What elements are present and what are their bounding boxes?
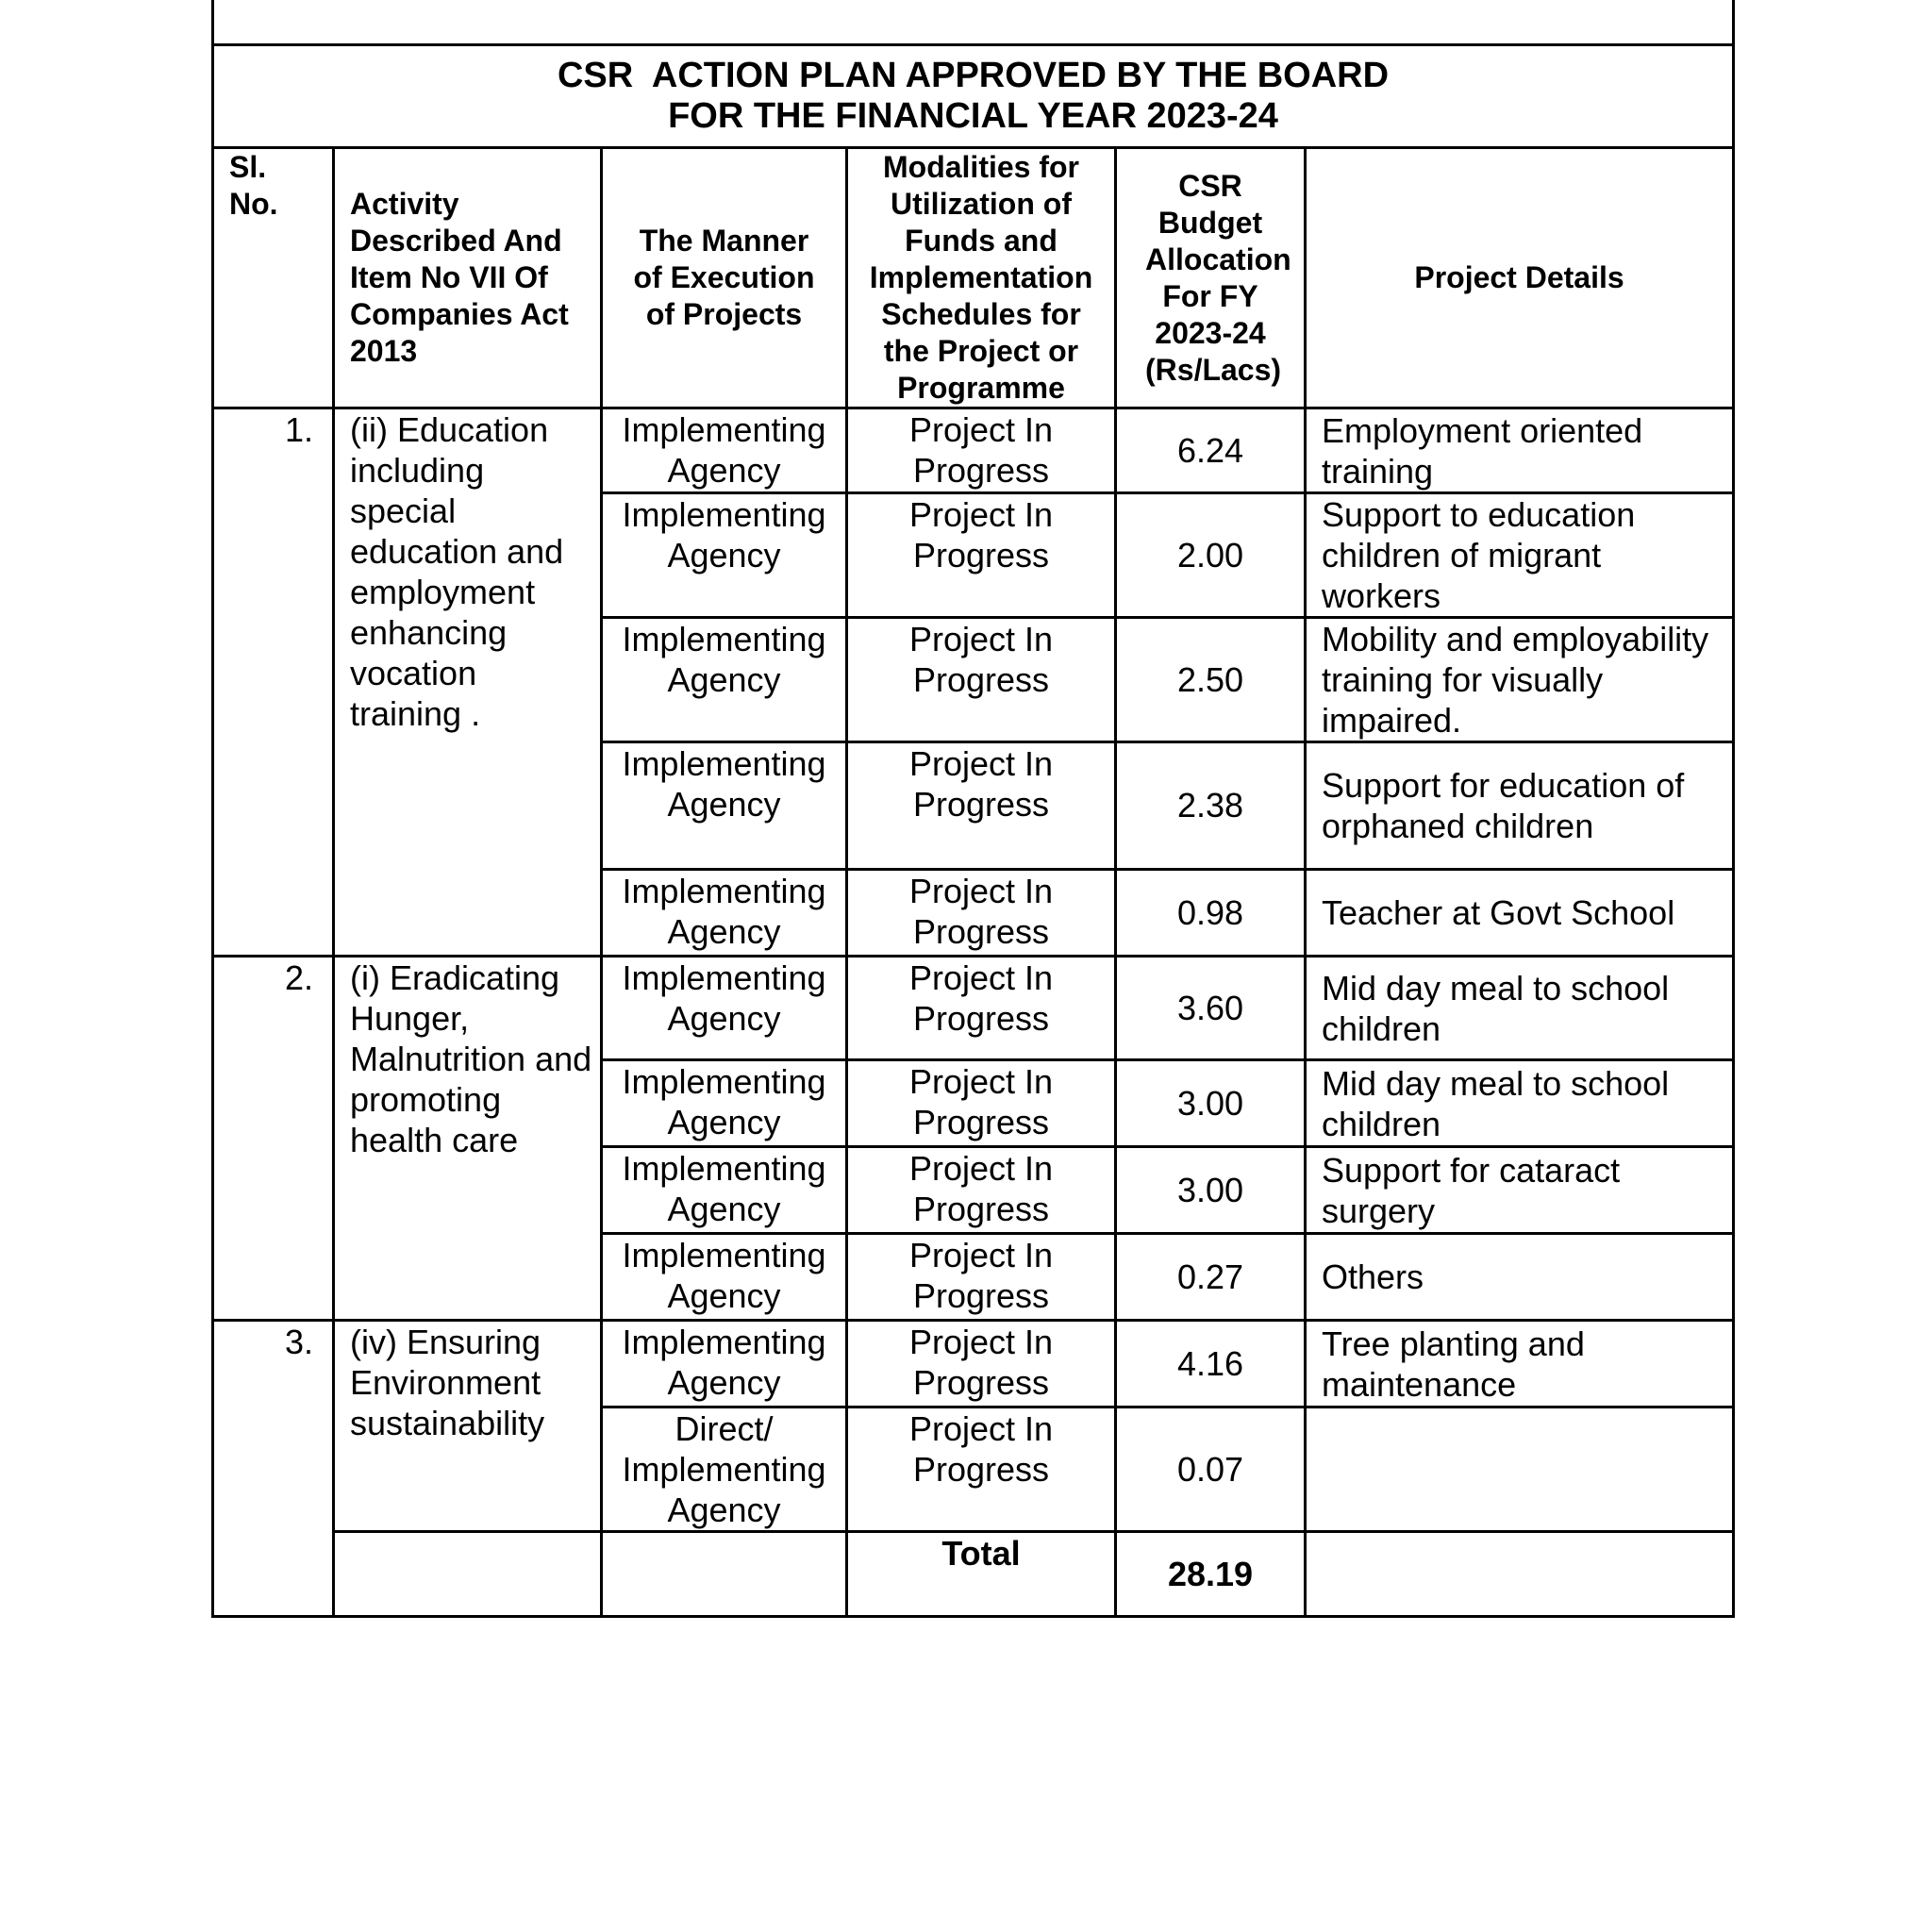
execution-manner-cell: Implementing Agency: [602, 957, 847, 1060]
total-label: Total: [847, 1532, 1116, 1617]
total-row: [213, 1532, 1734, 1617]
total-empty-manner: [602, 1532, 847, 1617]
modality-cell: Project In Progress: [847, 1147, 1116, 1234]
project-details-cell: Employment oriented training: [1306, 408, 1734, 493]
budget-cell: 0.07: [1116, 1407, 1306, 1532]
serial-number-cell: 1.: [213, 408, 334, 957]
execution-manner-cell: Implementing Agency: [602, 742, 847, 870]
blank-top-row: [213, 0, 1734, 45]
total-empty-sl: [213, 1532, 334, 1617]
execution-manner-cell: Implementing Agency: [602, 1321, 847, 1407]
project-details-cell: Support to education children of migrant workers: [1306, 493, 1734, 618]
project-details-cell: Mid day meal to school children: [1306, 1060, 1734, 1147]
activity-cell: (i) Eradicating Hunger, Malnutrition and promoting health care: [334, 957, 602, 1321]
csr-action-plan-document: [211, 0, 1732, 1618]
header-manner: The Manner of Execution of Projects: [602, 148, 847, 408]
activity-cell: (iv) Ensuring Environment sustainability: [334, 1321, 602, 1532]
execution-manner-cell: Implementing Agency: [602, 1147, 847, 1234]
budget-cell: 6.24: [1116, 408, 1306, 493]
csr-action-plan-table: [211, 0, 1735, 1618]
modality-cell: Project In Progress: [847, 742, 1116, 870]
table-row: [213, 1321, 1734, 1407]
budget-cell: 2.38: [1116, 742, 1306, 870]
modality-cell: Project In Progress: [847, 493, 1116, 618]
execution-manner-cell: Implementing Agency: [602, 1060, 847, 1147]
project-details-cell: Mid day meal to school children: [1306, 957, 1734, 1060]
title-line-1: CSR ACTION PLAN APPROVED BY THE BOARD: [557, 56, 1390, 95]
budget-cell: 3.00: [1116, 1147, 1306, 1234]
modality-cell: Project In Progress: [847, 408, 1116, 493]
project-details-cell: Mobility and employability training for visually impaired.: [1306, 618, 1734, 742]
modality-cell: Project In Progress: [847, 1321, 1116, 1407]
header-modalities: Modalities for Utilization of Funds and Implementation Schedules for the Project or Programme: [847, 148, 1116, 408]
table-row: [213, 408, 1734, 493]
execution-manner-cell: Implementing Agency: [602, 870, 847, 957]
modality-cell: Project In Progress: [847, 1060, 1116, 1147]
header-sl-no: Sl. No.: [213, 148, 334, 408]
header-activity: Activity Described And Item No VII Of Companies Act 2013: [334, 148, 602, 408]
project-details-cell: Support for education of orphaned children: [1306, 742, 1734, 870]
header-row: [213, 148, 1734, 408]
budget-cell: 0.27: [1116, 1234, 1306, 1321]
title-line-2: FOR THE FINANCIAL YEAR 2023-24: [668, 96, 1278, 136]
budget-cell: 2.50: [1116, 618, 1306, 742]
budget-cell: 4.16: [1116, 1321, 1306, 1407]
total-empty-activity: [334, 1532, 602, 1617]
modality-cell: Project In Progress: [847, 870, 1116, 957]
execution-manner-cell: Implementing Agency: [602, 618, 847, 742]
execution-manner-cell: Implementing Agency: [602, 493, 847, 618]
table-title: [213, 45, 1734, 148]
project-details-cell: [1306, 1407, 1734, 1532]
modality-cell: Project In Progress: [847, 1234, 1116, 1321]
execution-manner-cell: Implementing Agency: [602, 408, 847, 493]
budget-cell: 2.00: [1116, 493, 1306, 618]
execution-manner-cell: Implementing Agency: [602, 1234, 847, 1321]
modality-cell: Project In Progress: [847, 618, 1116, 742]
project-details-cell: Tree planting and maintenance: [1306, 1321, 1734, 1407]
title-row: [213, 45, 1734, 148]
activity-cell: (ii) Education including special education and employment enhancing vocation training .: [334, 408, 602, 957]
budget-cell: 0.98: [1116, 870, 1306, 957]
modality-cell: Project In Progress: [847, 1407, 1116, 1532]
serial-number-cell: 2.: [213, 957, 334, 1321]
total-empty-details: [1306, 1532, 1734, 1617]
project-details-cell: Teacher at Govt School: [1306, 870, 1734, 957]
budget-cell: 3.00: [1116, 1060, 1306, 1147]
blank-top-cell: [213, 0, 1734, 45]
table-row: [213, 957, 1734, 1060]
project-details-cell: Support for cataract surgery: [1306, 1147, 1734, 1234]
table-body: [213, 408, 1734, 1532]
project-details-cell: Others: [1306, 1234, 1734, 1321]
header-budget: CSR Budget Allocation For FY 2023-24 (Rs/Lacs): [1116, 148, 1306, 408]
serial-number-cell: 3.: [213, 1321, 334, 1532]
budget-cell: 3.60: [1116, 957, 1306, 1060]
execution-manner-cell: Direct/ Implementing Agency: [602, 1407, 847, 1532]
modality-cell: Project In Progress: [847, 957, 1116, 1060]
header-project-details: Project Details: [1306, 148, 1734, 408]
total-value: 28.19: [1116, 1532, 1306, 1617]
